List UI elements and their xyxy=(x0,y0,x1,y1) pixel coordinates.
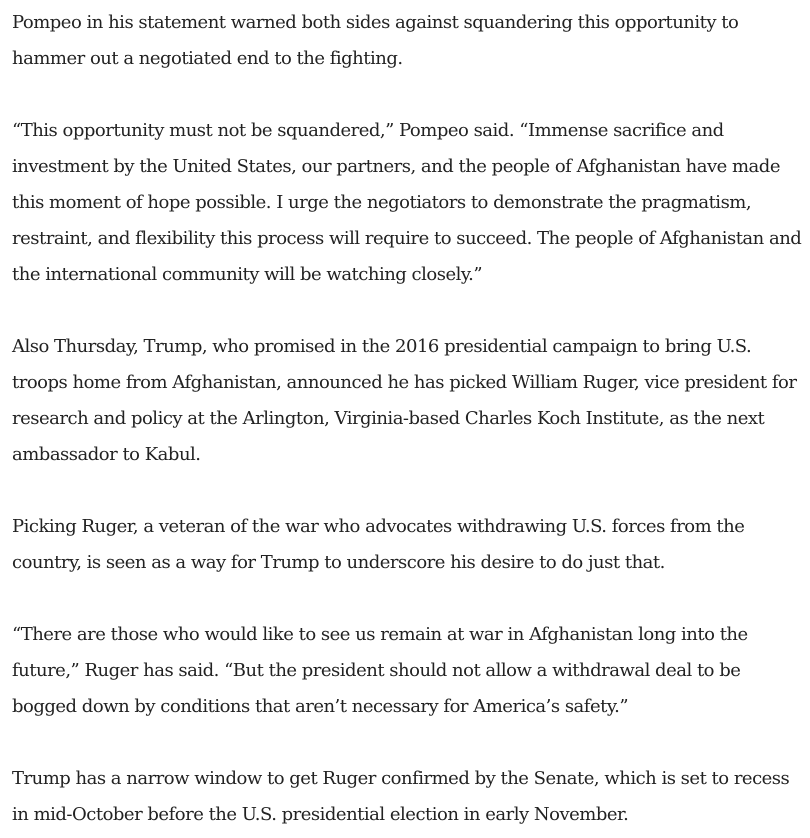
paragraph-pompeo-warning: Pompeo in his statement warned both sides against squandering this opportunity to hammer out a negotiated end to the fighting. xyxy=(12,12,739,69)
paragraph-pompeo-quote: “This opportunity must not be squandered,” Pompeo said. “Immense sacrifice and investment by the United States, our partners, and the people of Afghanistan have made this moment of hope possible. I urge the negotiators to demonstrate the pragmatism, restraint, and flexibility this process will require to succeed. The people of Afghanistan and the international community will be watching closely.” xyxy=(12,120,802,285)
paragraph-senate-window: Trump has a narrow window to get Ruger confirmed by the Senate, which is set to recess in mid-October before the U.S. presidential election in early November. xyxy=(12,768,790,825)
paragraph-ruger-veteran: Picking Ruger, a veteran of the war who advocates withdrawing U.S. forces from the country, is seen as a way for Trump to underscore his desire to do just that. xyxy=(12,516,745,573)
paragraph-ruger-quote: “There are those who would like to see us remain at war in Afghanistan long into the future,” Ruger has said. “But the president should not allow a withdrawal deal to be bogged down by conditions that aren’t necessary for America’s safety.” xyxy=(12,624,748,717)
paragraph-ruger-nomination: Also Thursday, Trump, who promised in the 2016 presidential campaign to bring U.S. troops home from Afghanistan, announced he has picked William Ruger, vice president for research and policy at the Arlington, Virginia-based Charles Koch Institute, as the next ambassador to Kabul. xyxy=(12,336,797,465)
